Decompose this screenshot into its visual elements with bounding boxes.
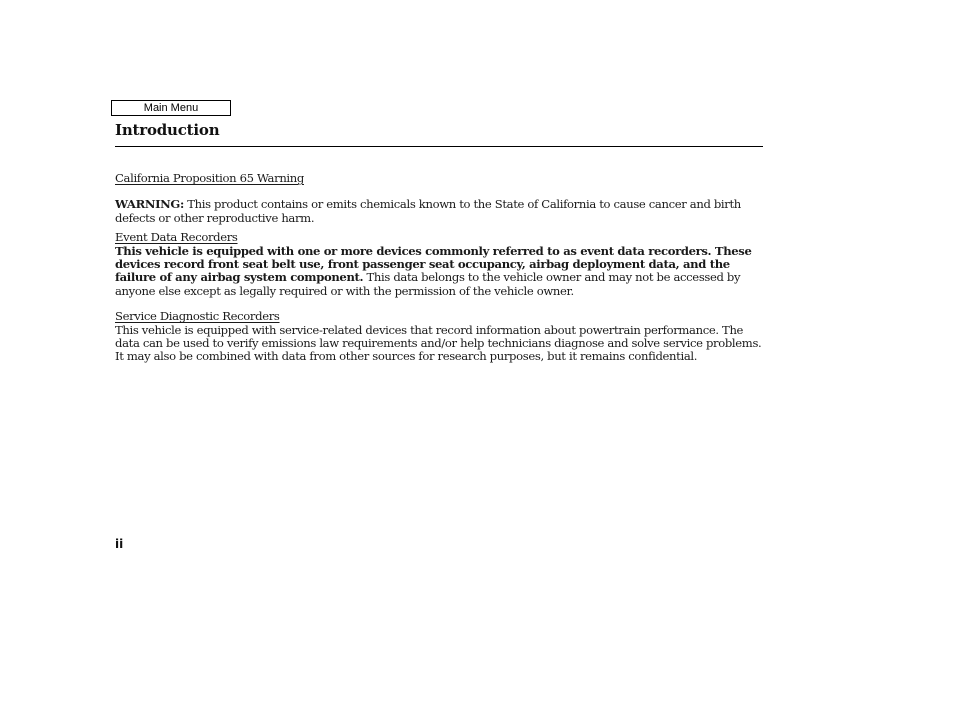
prop65-heading-link[interactable]: California Proposition 65 Warning bbox=[115, 171, 304, 185]
title-divider bbox=[115, 146, 763, 147]
warning-label: WARNING: bbox=[115, 197, 184, 212]
event-data-bold-text: This vehicle is equipped with one or more devices commonly referred to as event data recorders. These devices record front seat belt use, front passenger seat occupancy, airbag deployment data, and the failure of any airbag system component. bbox=[115, 243, 752, 285]
service-diagnostic-recorders-heading-link[interactable]: Service Diagnostic Recorders bbox=[115, 309, 280, 324]
page-content bbox=[115, 172, 763, 364]
page-title: Introduction bbox=[115, 121, 220, 139]
main-menu-button[interactable]: Main Menu bbox=[111, 100, 231, 116]
prop65-warning-paragraph bbox=[115, 198, 763, 225]
service-diagnostic-paragraph: This vehicle is equipped with service-related devices that record information about powertrain performance. The data can be used to verify emissions law requirements and/or help technicians diagnose and solve service problems. It may also be combined with data from other sources for research purposes, but it remains confidential. bbox=[115, 322, 762, 364]
warning-text: This product contains or emits chemicals known to the State of California to cause cancer and birth defects or other reproductive harm. bbox=[115, 197, 741, 225]
page-number: ii bbox=[115, 537, 124, 551]
event-data-recorders-heading-link[interactable]: Event Data Recorders bbox=[115, 230, 238, 245]
event-data-paragraph bbox=[115, 245, 763, 299]
event-data-normal-text: This data belongs to the vehicle owner and may not be accessed by anyone else except as legally required or with the permission of the vehicle owner. bbox=[115, 270, 741, 298]
